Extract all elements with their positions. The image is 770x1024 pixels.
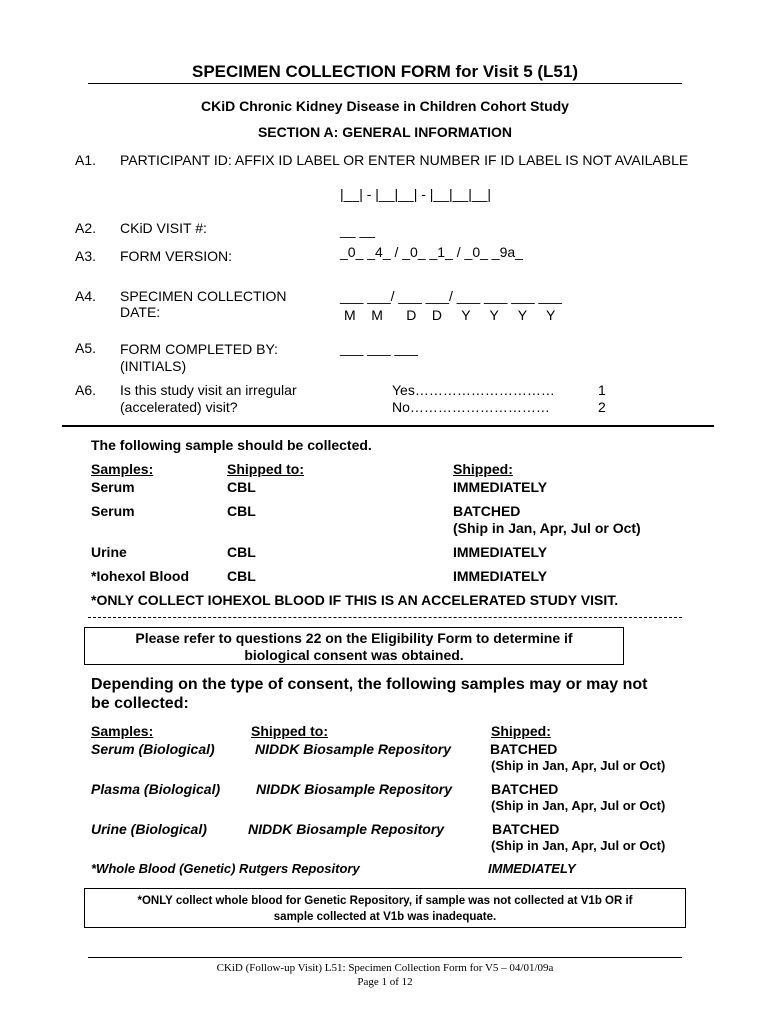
- a4-number: A4.: [75, 288, 97, 304]
- samples-intro: The following sample should be collected.: [91, 437, 372, 453]
- form-title: SPECIMEN COLLECTION FORM for Visit 5 (L51): [192, 62, 578, 81]
- initials-field[interactable]: ___ ___ ___: [340, 340, 418, 356]
- sample-name: Urine: [91, 544, 127, 560]
- a6-option-yes[interactable]: Yes…………………………: [392, 382, 555, 398]
- footer-rule: [88, 957, 682, 958]
- a4-question-line2: DATE:: [120, 304, 161, 320]
- bio-sample-shipping: BATCHED: [492, 821, 560, 837]
- genetic-box-line2: sample collected at V1b was inadequate.: [273, 911, 497, 923]
- sample-destination: CBL: [227, 503, 256, 519]
- a2-question: CKiD VISIT #:: [120, 220, 207, 236]
- a6-question-line2: (accelerated) visit?: [120, 399, 238, 415]
- samples-header: Samples:: [91, 461, 154, 477]
- a5-question-line1: FORM COMPLETED BY:: [120, 341, 278, 357]
- shipped-to-header: Shipped to:: [227, 461, 304, 477]
- a6-option-no[interactable]: No…………………………: [392, 399, 550, 415]
- refer-box-line2: biological consent was obtained.: [244, 647, 464, 663]
- sample-shipping: IMMEDIATELY: [453, 544, 548, 560]
- sample-name: Serum: [91, 479, 135, 495]
- consent-intro-line2: be collected:: [91, 695, 189, 712]
- sample-shipping: IMMEDIATELY: [453, 479, 548, 495]
- refer-box-line1: Please refer to questions 22 on the Eligibility Form to determine if: [135, 630, 573, 646]
- genetic-box-line1: *ONLY collect whole blood for Genetic Repository, if sample was not collected at V1b OR if: [137, 895, 633, 907]
- date-format-labels: M M D D Y Y Y Y: [344, 307, 556, 323]
- bio-shipped-header: Shipped:: [491, 723, 551, 739]
- a3-number: A3.: [75, 248, 97, 264]
- bio-sample-destination: NIDDK Biosample Repository: [256, 781, 453, 797]
- dashed-divider: [88, 617, 682, 618]
- a3-question: FORM VERSION:: [120, 248, 233, 264]
- sample-destination: CBL: [227, 544, 256, 560]
- sample-shipping: BATCHED: [453, 503, 521, 519]
- collection-date-field[interactable]: ___ ___/ ___ ___/ ___ ___ ___ ___: [340, 288, 562, 304]
- iohexol-note: *ONLY COLLECT IOHEXOL BLOOD IF THIS IS AN ACCELERATED STUDY VISIT.: [91, 592, 619, 608]
- bio-sample-note: (Ship in Jan, Apr, Jul or Oct): [491, 798, 666, 813]
- bio-sample-destination: NIDDK Biosample Repository: [255, 741, 452, 757]
- bio-sample-shipping: BATCHED: [490, 741, 558, 757]
- a5-question-line2: (INITIALS): [120, 358, 187, 374]
- whole-blood-row: *Whole Blood (Genetic) Rutgers Repository: [91, 861, 360, 876]
- sample-shipping-note: (Ship in Jan, Apr, Jul or Oct): [453, 520, 641, 536]
- section-divider: [62, 425, 714, 427]
- visit-number-field[interactable]: __ __: [340, 222, 376, 238]
- a1-number: A1.: [75, 152, 97, 168]
- bio-sample-name: Urine (Biological): [91, 821, 207, 837]
- footer-page-number: Page 1 of 12: [357, 976, 413, 988]
- section-heading: SECTION A: GENERAL INFORMATION: [257, 124, 513, 140]
- sample-destination: CBL: [227, 479, 256, 495]
- bio-samples-header: Samples:: [91, 723, 154, 739]
- study-name: CKiD Chronic Kidney Disease in Children Cohort Study: [201, 98, 569, 114]
- a1-question: PARTICIPANT ID: AFFIX ID LABEL OR ENTER NUMBER IF ID LABEL IS NOT AVAILABLE: [120, 152, 689, 168]
- sample-name: *Iohexol Blood: [91, 568, 189, 584]
- participant-id-field[interactable]: |__| - |__|__| - |__|__|__|: [340, 186, 492, 202]
- bio-sample-destination: NIDDK Biosample Repository: [248, 821, 445, 837]
- bio-sample-note: (Ship in Jan, Apr, Jul or Oct): [491, 838, 666, 853]
- bio-sample-shipping: BATCHED: [491, 781, 559, 797]
- whole-blood-shipping: IMMEDIATELY: [488, 861, 576, 876]
- sample-destination: CBL: [227, 568, 256, 584]
- shipped-header: Shipped:: [453, 461, 513, 477]
- a5-number: A5.: [75, 340, 97, 356]
- bio-shipped-to-header: Shipped to:: [251, 723, 328, 739]
- title-rule: [88, 83, 682, 84]
- genetic-repository-box: [84, 888, 686, 928]
- bio-sample-name: Plasma (Biological): [91, 781, 221, 797]
- a6-code-no: 2: [598, 399, 606, 415]
- sample-name: Serum: [91, 503, 135, 519]
- footer-form-id: CKiD (Follow-up Visit) L51: Specimen Collection Form for V5 – 04/01/09a: [216, 962, 554, 974]
- a6-number: A6.: [75, 382, 97, 398]
- a6-question-line1: Is this study visit an irregular: [120, 382, 297, 398]
- bio-sample-name: Serum (Biological): [91, 741, 215, 757]
- consent-intro-line1: Depending on the type of consent, the following samples may or may not: [91, 676, 648, 693]
- sample-shipping: IMMEDIATELY: [453, 568, 548, 584]
- a2-number: A2.: [75, 220, 97, 236]
- a4-question-line1: SPECIMEN COLLECTION: [120, 288, 287, 304]
- eligibility-reference-box: [84, 627, 624, 665]
- form-version-field: _0_ _4_ / _0_ _1_ / _0_ _9a_: [340, 244, 523, 260]
- bio-sample-note: (Ship in Jan, Apr, Jul or Oct): [491, 758, 666, 773]
- a6-code-yes: 1: [598, 382, 606, 398]
